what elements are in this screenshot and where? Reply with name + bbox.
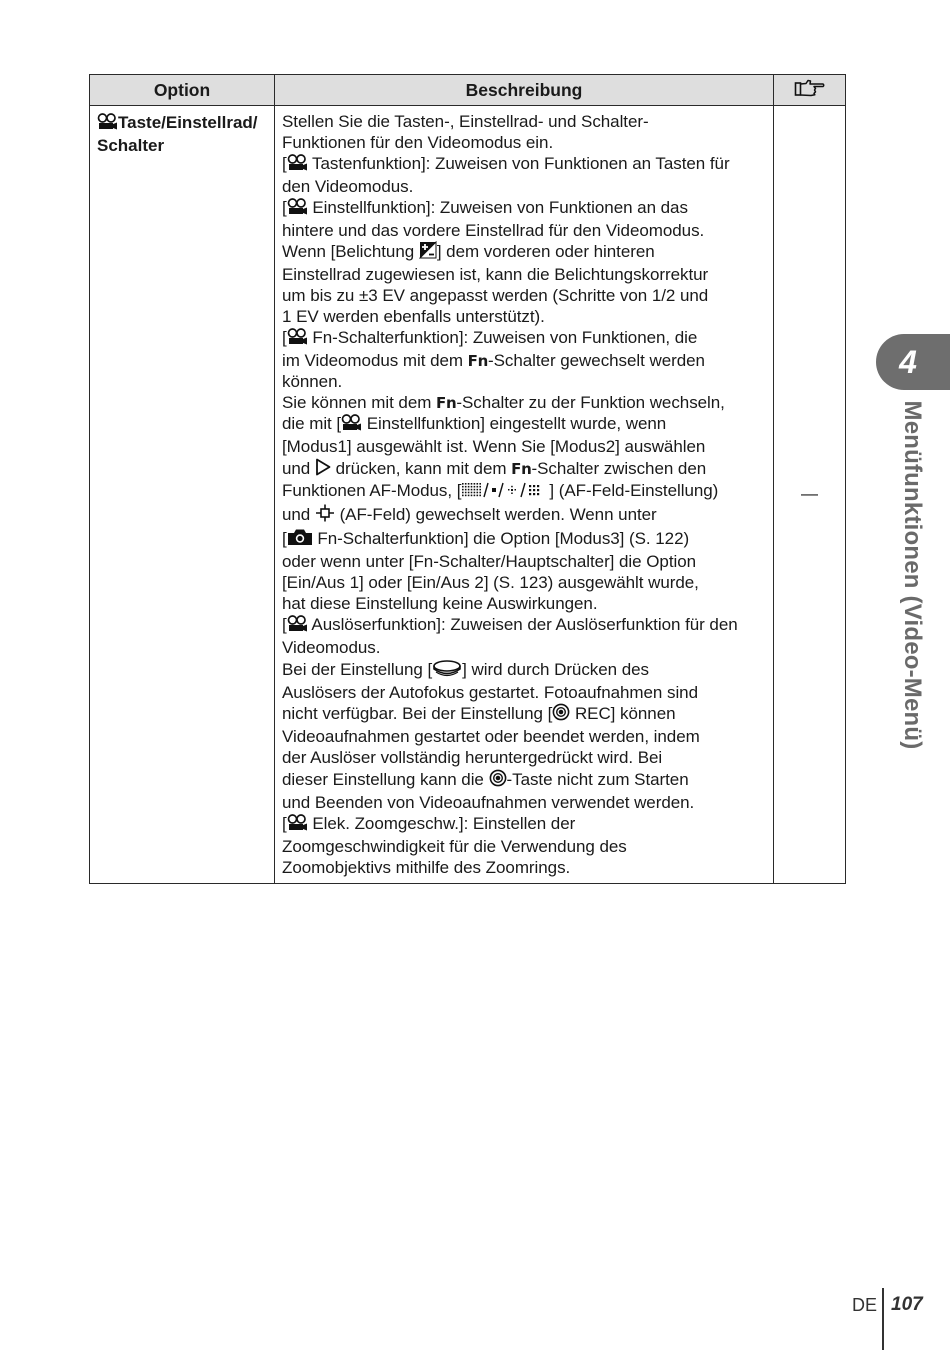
description-line	[282, 573, 767, 594]
half-press-shutter-icon	[432, 659, 462, 683]
chapter-number: 4	[899, 344, 917, 380]
description-text: REC] können	[570, 704, 676, 724]
description-line	[282, 793, 767, 814]
description-text: [	[282, 814, 287, 833]
record-button-icon	[552, 703, 570, 727]
description-text: um bis zu ±3 EV angepasst werden (Schritte von 1/2 und	[282, 286, 709, 306]
description-text: (AF-Feld) gewechselt werden. Wenn unter	[334, 505, 657, 525]
description-text: Auslöserfunktion]: Zuweisen der Auslöserfunktion für den	[307, 614, 738, 634]
description-text: ] (AF-Feld-Einstellung)	[549, 481, 719, 501]
description-line	[282, 241, 767, 265]
description-text: Tastenfunktion]: Zuweisen von Funktionen an Tasten für	[307, 153, 730, 173]
reference-cell: —	[774, 106, 846, 884]
description-line	[282, 703, 767, 727]
table-header-row	[90, 75, 846, 106]
options-table	[89, 74, 846, 884]
description-line	[282, 552, 767, 573]
description-text: Videomodus.	[282, 637, 381, 657]
description-line	[282, 504, 767, 528]
description-text: Auslösers der Autofokus gestartet. Fotoaufnahmen sind	[282, 682, 698, 702]
description-text: [	[282, 197, 287, 217]
description-line	[282, 133, 767, 154]
movie-camera-icon	[341, 414, 362, 437]
movie-camera-icon	[97, 113, 118, 135]
header-description: Beschreibung	[275, 75, 774, 106]
description-line	[282, 265, 767, 286]
footer-language: DE	[852, 1295, 878, 1315]
description-line	[282, 615, 767, 638]
description-line	[282, 112, 767, 133]
description-line	[282, 659, 767, 683]
description-text: hat diese Einstellung keine Auswirkungen.	[282, 593, 598, 613]
description-text: drücken, kann mit dem	[330, 458, 512, 478]
description-text: und	[282, 505, 315, 525]
description-text: -Schalter zu der Funktion wechseln,	[456, 392, 725, 412]
description-text: und Beenden von Videoaufnahmen verwendet werden.	[282, 793, 695, 813]
description-text: Funktionen AF-Modus, [	[282, 481, 462, 501]
movie-camera-icon	[287, 198, 308, 221]
description-line	[282, 458, 767, 482]
description-text: Funktionen für den Videomodus ein.	[282, 132, 554, 152]
description-cell	[275, 106, 774, 884]
description-line	[282, 328, 767, 351]
description-text: können.	[282, 371, 343, 391]
description-text: den Videomodus.	[282, 176, 414, 196]
reference-hand-icon	[794, 81, 826, 101]
option-label: Taste/Einstellrad/	[118, 113, 258, 132]
description-text: 1 EV werden ebenfalls unterstützt).	[282, 307, 545, 327]
description-line	[282, 594, 767, 615]
af-target-modes-icon	[461, 482, 549, 504]
description-line	[282, 769, 767, 793]
footer-divider	[882, 1288, 884, 1350]
description-line	[282, 837, 767, 858]
description-text: -Schalter gewechselt werden	[488, 350, 705, 370]
description-line	[282, 221, 767, 242]
description-line	[282, 481, 767, 504]
description-line	[282, 286, 767, 307]
description-line	[282, 177, 767, 198]
description-text: Zoomgeschwindigkeit für die Verwendung des	[282, 836, 627, 856]
description-text: Einstellfunktion] eingestellt wurde, wenn	[362, 413, 667, 433]
description-text: Einstellrad zugewiesen ist, kann die Belichtungskorrektur	[282, 265, 709, 285]
description-line	[282, 351, 767, 372]
chapter-title: Menüfunktionen (Video-Menü)	[899, 400, 926, 750]
description-line	[282, 683, 767, 704]
description-line	[282, 198, 767, 221]
description-text: Videoaufnahmen gestartet oder beendet werden, indem	[282, 727, 700, 747]
description-line	[282, 638, 767, 659]
description-line	[282, 393, 767, 414]
fn-lever-label: Fn	[436, 393, 457, 412]
table-row	[90, 106, 846, 884]
description-text: [Ein/Aus 1] oder [Ein/Aus 2] (S. 123) ausgewählt wurde,	[282, 573, 699, 593]
description-text: und	[282, 458, 315, 478]
playback-triangle-icon	[315, 458, 331, 482]
chapter-tab	[876, 334, 950, 390]
exposure-compensation-icon	[419, 241, 437, 265]
option-label-2: Schalter	[97, 136, 165, 155]
af-target-icon	[315, 504, 335, 528]
description-text: -Schalter zwischen den	[531, 458, 707, 478]
description-text: [Modus1] ausgewählt ist. Wenn Sie [Modus2] auswählen	[282, 436, 706, 456]
description-line	[282, 414, 767, 437]
description-text: dieser Einstellung kann die	[282, 770, 489, 790]
page-number: 107	[891, 1294, 923, 1315]
description-line	[282, 437, 767, 458]
movie-camera-icon	[287, 814, 308, 837]
movie-camera-icon	[287, 154, 308, 177]
description-text: oder wenn unter [Fn-Schalter/Hauptschalter] die Option	[282, 552, 697, 572]
description-line	[282, 858, 767, 879]
description-line	[282, 727, 767, 748]
description-text: -Taste nicht zum Starten	[506, 770, 689, 790]
description-text: Fn-Schalterfunktion]: Zuweisen von Funktionen, die	[307, 328, 698, 348]
description-text: die mit [	[282, 413, 342, 433]
description-line	[282, 307, 767, 328]
description-text: im Videomodus mit dem	[282, 350, 468, 370]
description-line	[282, 748, 767, 769]
camera-icon	[287, 528, 313, 552]
description-text: Sie können mit dem	[282, 392, 437, 412]
description-line	[282, 814, 767, 837]
fn-lever-label: Fn	[511, 459, 532, 478]
description-text: [	[282, 328, 287, 348]
fn-lever-label: Fn	[467, 351, 488, 370]
description-text: [	[282, 153, 287, 173]
description-text: Zoomobjektivs mithilfe des Zoomrings.	[282, 857, 571, 877]
description-text: Wenn [Belichtung	[282, 242, 419, 262]
description-line	[282, 372, 767, 393]
description-text: Einstellfunktion]: Zuweisen von Funktionen an das	[307, 197, 688, 217]
description-text: [	[282, 529, 287, 549]
description-text: nicht verfügbar. Bei der Einstellung [	[282, 704, 553, 724]
movie-camera-icon	[287, 615, 308, 638]
description-text: ] wird durch Drücken des	[462, 659, 649, 679]
description-text: Fn-Schalterfunktion] die Option [Modus3] (S. 122)	[312, 529, 690, 549]
description-text: hintere und das vordere Einstellrad für den Videomodus.	[282, 220, 705, 240]
description-line	[282, 528, 767, 552]
description-text: der Auslöser vollständig heruntergedrückt wird. Bei	[282, 748, 663, 768]
header-reference	[774, 75, 846, 106]
record-button-icon	[489, 769, 507, 793]
movie-camera-icon	[287, 328, 308, 351]
description-text: Stellen Sie die Tasten-, Einstellrad- und Schalter-	[282, 112, 649, 131]
option-cell	[90, 106, 275, 884]
description-text: Bei der Einstellung [	[282, 659, 433, 679]
description-text: ] dem vorderen oder hinteren	[436, 242, 655, 262]
description-text: Elek. Zoomgeschw.]: Einstellen der	[307, 814, 576, 833]
header-option: Option	[90, 75, 275, 106]
description-line	[282, 154, 767, 177]
description-text: [	[282, 614, 287, 634]
